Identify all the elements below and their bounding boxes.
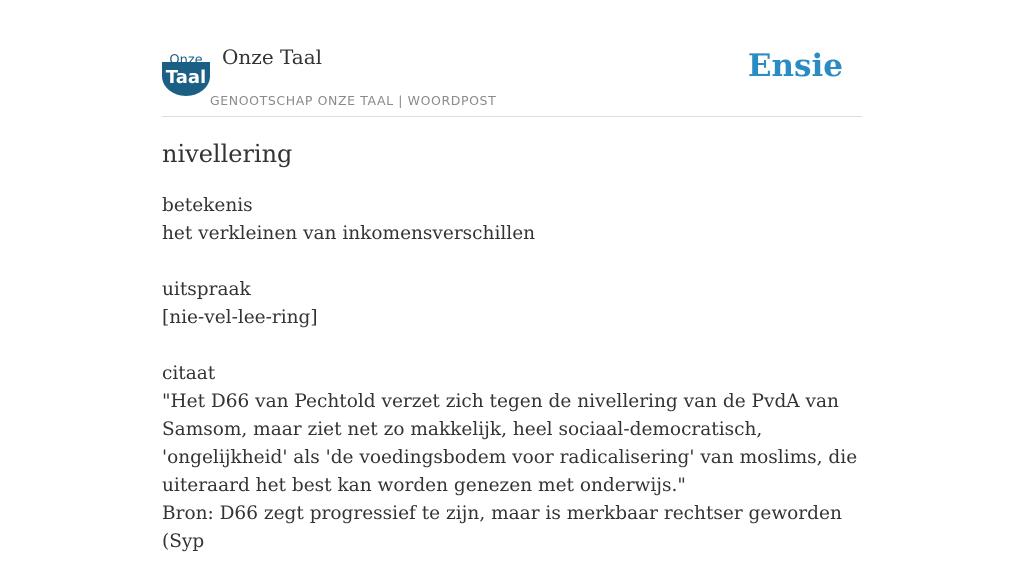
quote-label: citaat (162, 363, 216, 384)
quote-text: "Het D66 van Pechtold verzet zich tegen de nivellering van de PvdA van Samsom, maar ziet net zo makkelijk, heel sociaal-democratisch, 'ongelijkheid' als 'de voedingsbodem voor radicalisering' van moslims, die uiteraard het best kan worden genezen met onderwijs." (162, 391, 858, 496)
meaning-section (162, 192, 882, 248)
pronunciation-label: uitspraak (162, 279, 251, 300)
pronunciation-section (162, 276, 882, 332)
quote-source: Bron: D66 zegt progressief te zijn, maar is merkbaar rechtser geworden (Syp (162, 503, 842, 552)
meaning-label: betekenis (162, 195, 253, 216)
meaning-text: het verkleinen van inkomensverschillen (162, 223, 536, 244)
onze-taal-logo-icon[interactable] (162, 52, 210, 96)
site-subtitle: GENOOTSCHAP ONZE TAAL | WOORDPOST (210, 93, 497, 108)
site-name[interactable]: Onze Taal (222, 45, 323, 69)
entry-content (162, 136, 882, 584)
entry-title: nivellering (162, 140, 293, 168)
site-header (162, 40, 862, 117)
logo-line1: Onze (169, 53, 203, 68)
logo-line2: Taal (165, 67, 207, 88)
pronunciation-text: [nie-vel-lee-ring] (162, 307, 318, 328)
quote-section (162, 360, 882, 556)
ensie-brand-link[interactable]: Ensie (747, 48, 843, 84)
